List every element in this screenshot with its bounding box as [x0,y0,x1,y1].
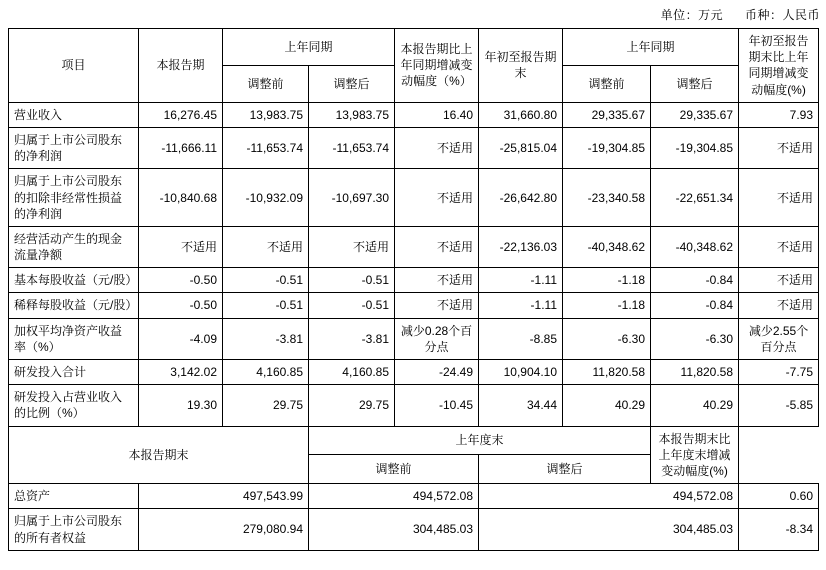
cell-ytd: -1.11 [479,293,563,318]
cell-change-period: -10.45 [395,385,479,426]
cell-prev-before: -0.51 [223,268,309,293]
cell-current: -11,666.11 [139,127,223,168]
cell-prev-before: 13,983.75 [223,102,309,127]
cell-ytd: 10,904.10 [479,360,563,385]
cell-change-ytd: 减少2.55个百分点 [739,318,819,359]
cell-ytd: -25,815.04 [479,127,563,168]
header-change-pct-ytd: 年初至报告期末比上年同期增减变动幅度(%) [739,29,819,103]
cell-ytd-prev-after: 29,335.67 [651,102,739,127]
header-ytd-to-period-end: 年初至报告期末 [479,29,563,103]
cell-prev-before: 29.75 [223,385,309,426]
cell-prev-after: 4,160.85 [309,360,395,385]
cell-prev-after: -11,653.74 [309,127,395,168]
table-row [9,226,819,267]
cell-prev-after: -10,697.30 [309,169,395,227]
cell-ytd-prev-before: -23,340.58 [563,169,651,227]
header-after-adjust-1: 调整后 [309,65,395,102]
cell-prev-after: 29.75 [309,385,395,426]
cell-change-ytd: 不适用 [739,268,819,293]
cell-current: -10,840.68 [139,169,223,227]
table-row [9,318,819,359]
header-prev-year-same-period-2: 上年同期 [563,29,739,66]
header-after-adjust-3: 调整后 [479,455,651,484]
unit-label: 单位：万元 [660,8,724,22]
cell-ytd: 34.44 [479,385,563,426]
cell-ytd: -8.85 [479,318,563,359]
header-before-adjust-2: 调整前 [563,65,651,102]
cell-change-period: 减少0.28个百分点 [395,318,479,359]
cell-prev-before: 不适用 [223,226,309,267]
cell-ytd-prev-after: 11,820.58 [651,360,739,385]
table-row [9,509,819,550]
header-prev-year-end: 上年度末 [309,426,651,455]
cell-ytd-prev-after: -6.30 [651,318,739,359]
cell-change-period: 不适用 [395,169,479,227]
cell-prev-before: 4,160.85 [223,360,309,385]
cell-ytd-prev-after: -0.84 [651,268,739,293]
cell-current: 19.30 [139,385,223,426]
cell-change-period: 不适用 [395,268,479,293]
cell-prev-after: -3.81 [309,318,395,359]
cell-change-period: -24.49 [395,360,479,385]
cell-current: -0.50 [139,293,223,318]
cell-ytd-prev-after: 40.29 [651,385,739,426]
cell-prev-before: 304,485.03 [309,509,479,550]
header-after-adjust-2: 调整后 [651,65,739,102]
unit-currency-line [0,0,826,28]
cell-ytd-prev-after: -22,651.34 [651,169,739,227]
row-label: 研发投入合计 [9,360,139,385]
cell-current: 16,276.45 [139,102,223,127]
table-row [9,484,819,509]
cell-ytd-prev-before: -6.30 [563,318,651,359]
cell-current: 3,142.02 [139,360,223,385]
cell-ytd-prev-before: -40,348.62 [563,226,651,267]
cell-change-ytd: 不适用 [739,127,819,168]
cell-current: 不适用 [139,226,223,267]
table-row [9,293,819,318]
cell-ytd-prev-before: -1.18 [563,293,651,318]
cell-change: 0.60 [739,484,819,509]
header-change-pct-period: 本报告期比上年同期增减变动幅度（%） [395,29,479,103]
header-before-adjust-3: 调整前 [309,455,479,484]
cell-change-period: 16.40 [395,102,479,127]
table-row [9,268,819,293]
cell-change-period: 不适用 [395,127,479,168]
cell-prev-after: 304,485.03 [479,509,739,550]
currency-label: 币种：人民币 [744,8,820,22]
row-label: 归属于上市公司股东的所有者权益 [9,509,139,550]
cell-change-ytd: 不适用 [739,169,819,227]
row-label: 归属于上市公司股东的扣除非经常性损益的净利润 [9,169,139,227]
table-row [9,385,819,426]
cell-ytd-prev-before: 29,335.67 [563,102,651,127]
cell-ytd-prev-before: 40.29 [563,385,651,426]
cell-ytd: 31,660.80 [479,102,563,127]
header-prev-year-same-period: 上年同期 [223,29,395,66]
cell-ytd: -1.11 [479,268,563,293]
cell-prev-after: 13,983.75 [309,102,395,127]
cell-current: 279,080.94 [139,509,309,550]
cell-prev-after: 不适用 [309,226,395,267]
cell-change-period: 不适用 [395,226,479,267]
cell-change-ytd: 7.93 [739,102,819,127]
row-label: 经营活动产生的现金流量净额 [9,226,139,267]
header-current-period-end: 本报告期末 [9,426,309,484]
cell-prev-after: -0.51 [309,293,395,318]
cell-ytd: -22,136.03 [479,226,563,267]
cell-ytd-prev-after: -0.84 [651,293,739,318]
row-label: 研发投入占营业收入的比例（%） [9,385,139,426]
row-label: 归属于上市公司股东的净利润 [9,127,139,168]
cell-prev-before: -11,653.74 [223,127,309,168]
table-row [9,102,819,127]
cell-ytd-prev-after: -19,304.85 [651,127,739,168]
cell-current: -4.09 [139,318,223,359]
cell-ytd: -26,642.80 [479,169,563,227]
cell-ytd-prev-before: 11,820.58 [563,360,651,385]
cell-prev-before: -3.81 [223,318,309,359]
table-row [9,360,819,385]
header-current-period: 本报告期 [139,29,223,103]
table-row [9,169,819,227]
cell-change-ytd: -7.75 [739,360,819,385]
cell-change-period: 不适用 [395,293,479,318]
cell-prev-before: -0.51 [223,293,309,318]
table2-header-row-1 [9,426,819,455]
row-label: 总资产 [9,484,139,509]
row-label: 营业收入 [9,102,139,127]
cell-change: -8.34 [739,509,819,550]
table-row [9,127,819,168]
cell-current: -0.50 [139,268,223,293]
main-financial-table [8,28,819,551]
header-item: 项目 [9,29,139,103]
cell-change-ytd: 不适用 [739,226,819,267]
cell-change-ytd: -5.85 [739,385,819,426]
cell-change-ytd: 不适用 [739,293,819,318]
cell-ytd-prev-before: -19,304.85 [563,127,651,168]
cell-prev-after: -0.51 [309,268,395,293]
header-before-adjust-1: 调整前 [223,65,309,102]
header-change-pct-year: 本报告期末比上年度末增减变动幅度(%) [651,426,739,484]
row-label: 基本每股收益（元/股） [9,268,139,293]
row-label: 稀释每股收益（元/股） [9,293,139,318]
row-label: 加权平均净资产收益率（%） [9,318,139,359]
table-header-row-1 [9,29,819,66]
cell-ytd-prev-before: -1.18 [563,268,651,293]
cell-current: 497,543.99 [139,484,309,509]
cell-prev-before: -10,932.09 [223,169,309,227]
cell-ytd-prev-after: -40,348.62 [651,226,739,267]
cell-prev-after: 494,572.08 [479,484,739,509]
cell-prev-before: 494,572.08 [309,484,479,509]
